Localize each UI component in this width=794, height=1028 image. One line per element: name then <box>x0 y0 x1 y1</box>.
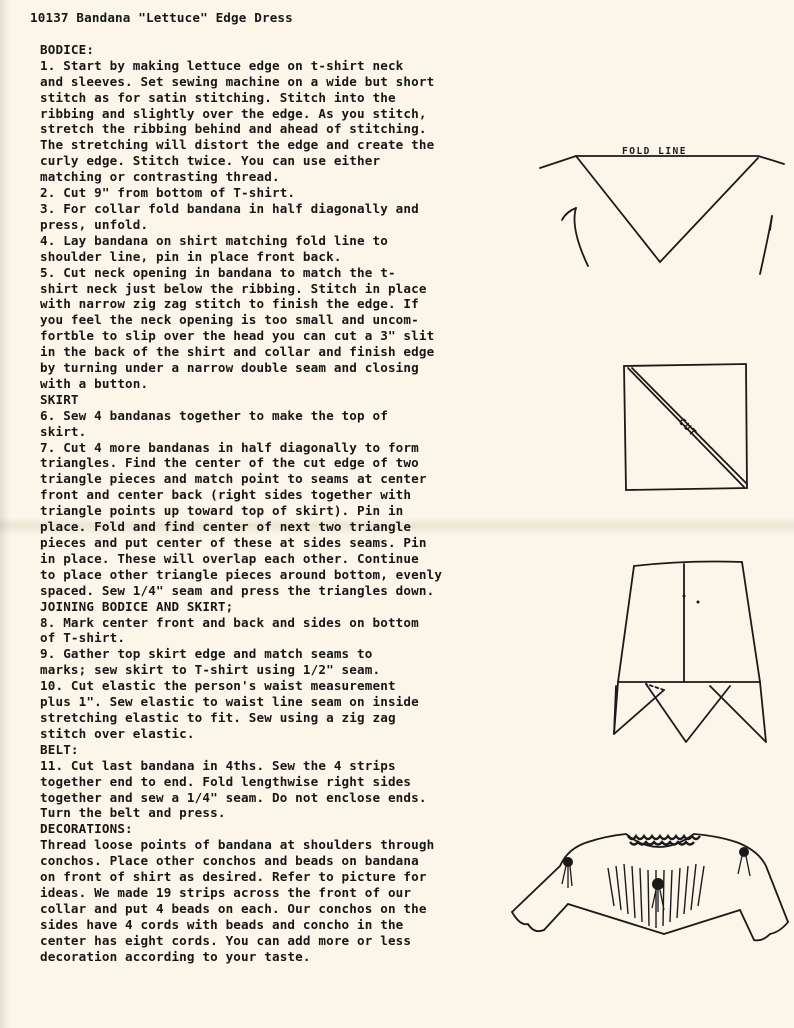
left-sleeve-underarm <box>544 904 568 930</box>
hem-dots <box>683 595 700 604</box>
conchos <box>563 847 749 890</box>
decorated-shirt-drawing <box>508 822 794 962</box>
skirt-waist <box>634 562 742 567</box>
skirt-right-side <box>742 562 760 682</box>
left-sleeve-cuff <box>512 912 544 931</box>
decorations-text: Thread loose points of bandana at shoulders through conchos. Place other conchos and beads on bandana on front of shirt as desired. Refer to picture for ideas. We made 19 strips across the front of our collar and put 4 beads on each. Our conchos on the sides have 4 cords with beads and concho in the center has eight cords. You can add more or less decoration according to your taste. <box>40 837 435 964</box>
collar-strips <box>608 864 704 928</box>
bandana-cut-diagram <box>620 360 755 495</box>
collar-point <box>568 904 740 934</box>
step-10: 10. Cut elastic the person's waist measurement plus 1". Sew elastic to waist line seam on inside stretching elastic to fit. Sew using a zig zag stitch over elastic. <box>40 678 419 741</box>
right-sleeve-underarm <box>740 910 754 940</box>
bandana-cut-drawing <box>620 360 755 495</box>
skirt-left-side <box>618 566 634 682</box>
skirt-drawing <box>606 556 776 746</box>
step-8: 8. Mark center front and back and sides on bottom of T-shirt. <box>40 614 419 646</box>
step-6: 6. Sew 4 bandanas together to make the top of skirt. <box>40 407 388 439</box>
joining-heading: JOINING BODICE AND SKIRT; <box>40 598 234 614</box>
skirt-diagram <box>606 556 776 746</box>
step-2: 2. Cut 9" from bottom of T-shirt. <box>40 185 296 201</box>
decorated-shirt-diagram <box>508 822 794 962</box>
step-4: 4. Lay bandana on shirt matching fold line to shoulder line, pin in place front back. <box>40 232 388 264</box>
collar-fold-drawing <box>536 138 786 288</box>
decorations-heading: DECORATIONS: <box>40 821 133 837</box>
left-sleeve-top <box>512 842 588 912</box>
step-11: 11. Cut last bandana in 4ths. Sew the 4 strips together end to end. Fold lengthwise right sides together and sew a 1/4" seam. Do not enclose ends. Turn the belt and press. <box>40 757 427 821</box>
belt-heading: BELT: <box>40 741 79 757</box>
hem-triangle-left <box>614 682 664 734</box>
step-3: 3. For collar fold bandana in half diagonally and press, unfold. <box>40 200 419 232</box>
page-title: 10137 Bandana "Lettuce" Edge Dress <box>30 10 293 25</box>
cut-label: CUT <box>675 416 699 440</box>
step-7: 7. Cut 4 more bandanas in half diagonally to form triangles. Find the center of the cut edge of two triangle pieces and match point to seams at center front and center back (right sides together with triangle points up toward top of skirt). Pin in place. Fold and find center of next two triangle pieces and put center of these at sides seams. Pin in place. These will overlap each other. Continue to place other triangle pieces around bottom, evenly spaced. Sew 1/4" seam and press the triangles down. <box>40 439 443 598</box>
hem-triangle-right <box>710 682 766 742</box>
fold-line-label: FOLD LINE <box>622 146 687 157</box>
step-1: 1. Start by making lettuce edge on t-shirt neck and sleeves. Set sewing machine on a wide but short stitch as for satin stitching. Stitch into the ribbing and slightly over the edge. As you stitch, stretch the ribbing behind and ahead of stitching. The stretching will distort the edge and create the curly edge. Stitch twice. You can use either matching or contrasting thread. <box>40 57 435 185</box>
collar-fold-diagram <box>536 138 786 288</box>
bandana-triangle <box>576 156 758 262</box>
instructions-column <box>30 10 530 964</box>
right-sleeve-cuff <box>754 922 788 940</box>
skirt-heading: SKIRT <box>40 391 79 407</box>
bodice-heading: BODICE: <box>40 41 95 57</box>
step-9: 9. Gather top skirt edge and match seams to marks; sew skirt to T-shirt using 1/2" seam. <box>40 646 381 678</box>
step-5: 5. Cut neck opening in bandana to match the t- shirt neck just below the ribbing. Stitch in place with narrow zig zag stitch to finish the edge. If you feel the neck opening is too small and uncom- fortble to slip over the head you can cut a 3" slit in the back of the shirt and collar and finish edge by turning under a narrow double seam and closing with a button. <box>40 264 435 391</box>
